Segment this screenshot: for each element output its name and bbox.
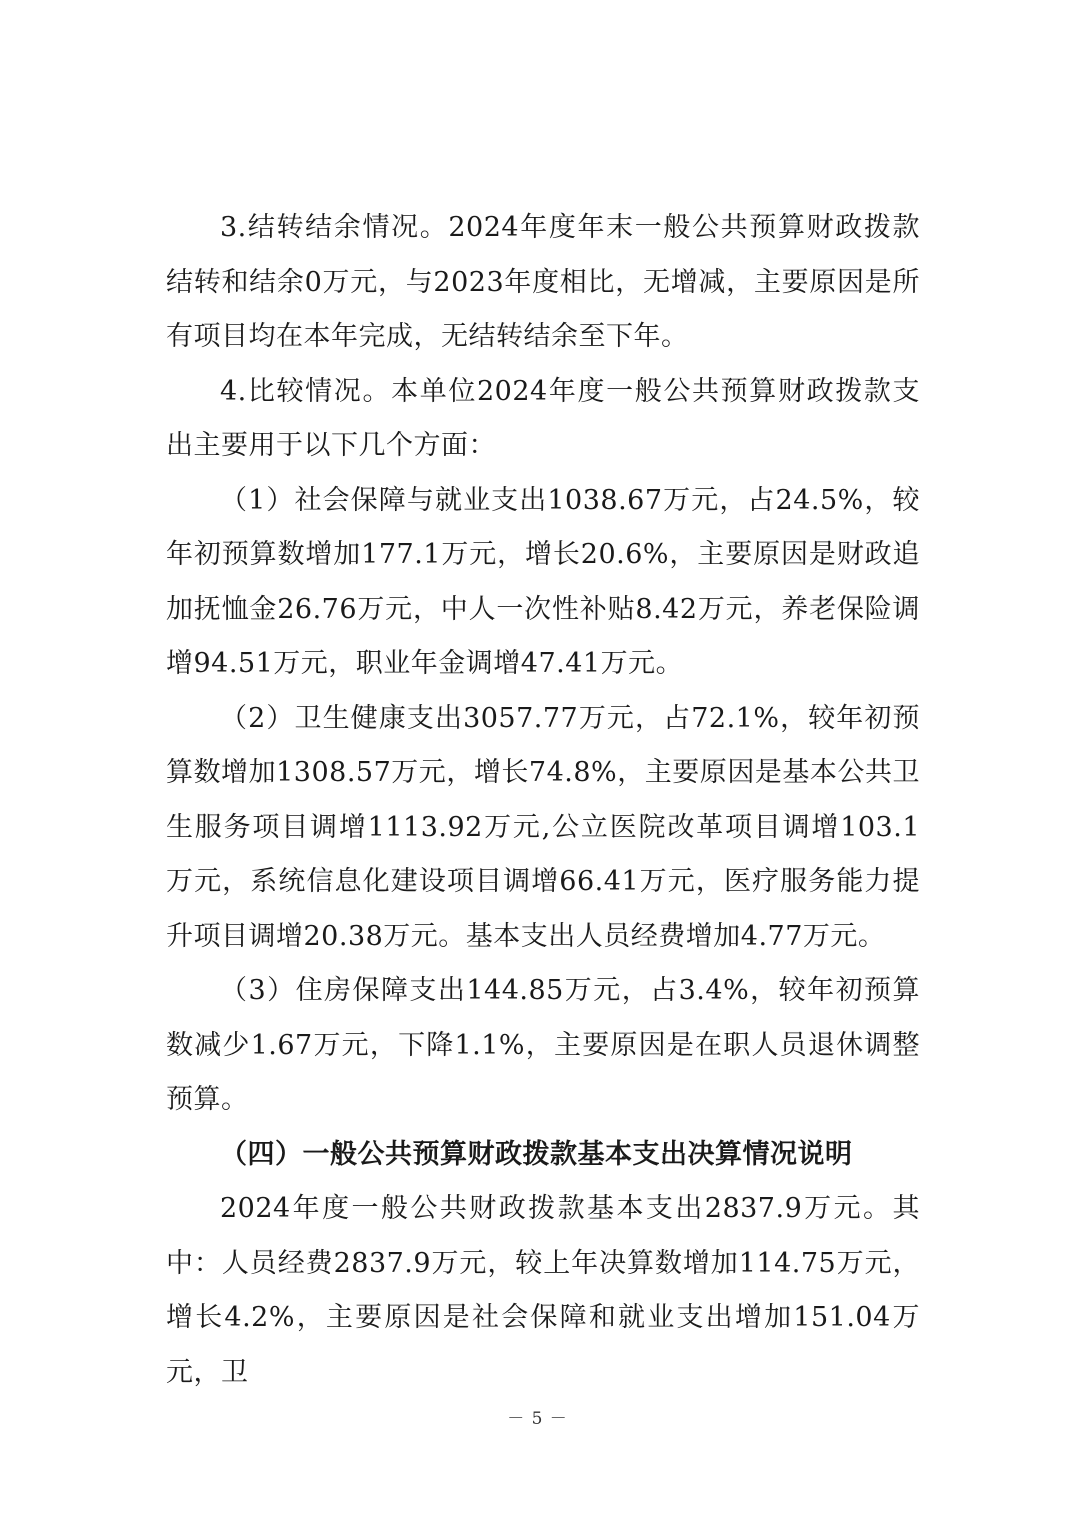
- section-heading-basic-expenditure: （四）一般公共预算财政拨款基本支出决算情况说明: [220, 1138, 853, 1170]
- page-number: － 5 －: [507, 1409, 568, 1429]
- paragraph-social-security: （1）社会保障与就业支出1038.67万元，占24.5%，较年初预算数增加177.1万元，增长20.6%，主要原因是财政追加抚恤金26.76万元，中人一次性补贴8.42万元，养老保险调增94.51万元，职业年金调增47.41万元。: [166, 484, 920, 679]
- paragraph-comparison-intro: 4.比较情况。本单位2024年度一般公共预算财政拨款支出主要用于以下几个方面：: [166, 375, 920, 461]
- paragraph-health: （2）卫生健康支出3057.77万元，占72.1%，较年初预算数增加1308.57万元，增长74.8%，主要原因是基本公共卫生服务项目调增1113.92万元,公立医院改革项目调增103.1万元，系统信息化建设项目调增66.41万元，医疗服务能力提升项目调增20.38万元。基本支出人员经费增加4.77万元。: [166, 702, 920, 952]
- document-body: [166, 201, 920, 1400]
- paragraph-housing: （3）住房保障支出144.85万元，占3.4%，较年初预算数减少1.67万元，下降1.1%，主要原因是在职人员退休调整预算。: [166, 975, 920, 1115]
- paragraph-carryover-balance: 3.结转结余情况。2024年度年末一般公共预算财政拨款结转和结余0万元，与2023年度相比，无增减，主要原因是所有项目均在本年完成，无结转结余至下年。: [166, 212, 920, 352]
- paragraph-basic-expenditure: 2024年度一般公共财政拨款基本支出2837.9万元。其中：人员经费2837.9万元，较上年决算数增加114.75万元，增长4.2%，主要原因是社会保障和就业支出增加151.04万元，卫: [166, 1193, 920, 1388]
